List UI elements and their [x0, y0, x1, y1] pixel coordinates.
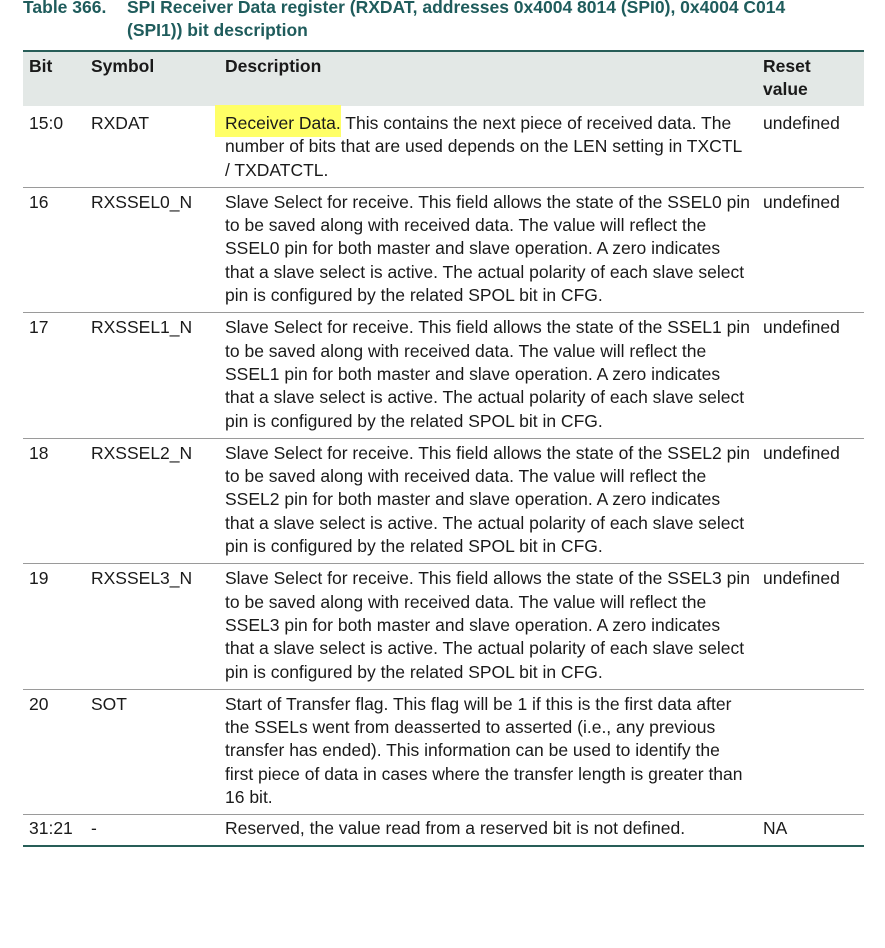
- cell-symbol: RXDAT: [91, 113, 150, 133]
- table-number: Table 366.: [23, 0, 107, 17]
- cell-bit: 19: [29, 568, 49, 589]
- table-title-line-1: SPI Receiver Data register (RXDAT, addresses 0x4004 8014 (SPI0), 0x4004 C014: [127, 0, 786, 17]
- cell-description: Start of Transfer flag. This flag will be 1 if this is the first data after the SSELs went from deasserted to asserted (i.e., any previous transfer has ended). This information can be used to identify the first piece of data in cases where the transfer length is greater than 16 bit.: [225, 693, 743, 808]
- caption-line-1: [23, 0, 873, 19]
- table-row: [23, 564, 864, 689]
- table-caption: [23, 0, 873, 42]
- table-title-line-2: (SPI1)) bit description: [127, 20, 308, 40]
- cell-symbol: RXSSEL2_N: [91, 442, 193, 463]
- header-bit: Bit: [29, 56, 53, 76]
- table-row: [23, 187, 864, 312]
- cell-bit: 16: [29, 191, 49, 212]
- cell-reset-value: [757, 689, 864, 814]
- cell-reset-value: undefined: [763, 442, 840, 463]
- cell-reset-value: NA: [763, 818, 788, 839]
- header-row: [23, 51, 864, 106]
- cell-bit: 18: [29, 442, 49, 463]
- highlighted-text: Receiver Data.: [215, 105, 341, 137]
- table-row: [23, 106, 864, 187]
- cell-reset-value: undefined: [763, 317, 840, 338]
- cell-reset-value: undefined: [763, 568, 840, 589]
- cell-symbol: SOT: [91, 693, 127, 714]
- cell-description: Reserved, the value read from a reserved bit is not defined.: [225, 818, 686, 839]
- cell-description: Slave Select for receive. This field allows the state of the SSEL2 pin to be saved along with received data. The value will reflect the SSEL2 pin for both master and slave operation. A zero indicates that a slave select is active. The actual polarity of each slave select pin is configured by the related SPOL bit in CFG.: [225, 442, 750, 557]
- table-body: [23, 106, 864, 846]
- cell-reset-value: undefined: [763, 113, 840, 133]
- cell-description: [219, 106, 757, 187]
- table-row: [23, 689, 864, 814]
- cell-symbol: RXSSEL3_N: [91, 568, 193, 589]
- cell-bit: 15:0: [29, 113, 64, 133]
- table-row: [23, 815, 864, 846]
- bit-description-table: [23, 50, 864, 847]
- table-header: [23, 51, 864, 106]
- table-row: [23, 438, 864, 563]
- header-description: Description: [225, 56, 322, 76]
- cell-symbol: RXSSEL0_N: [91, 191, 193, 212]
- header-symbol: Symbol: [91, 56, 155, 76]
- cell-reset-value: undefined: [763, 191, 840, 212]
- cell-bit: 31:21: [29, 818, 73, 839]
- table-row: [23, 313, 864, 438]
- header-reset-value: Reset value: [763, 56, 811, 99]
- description-text: This contains the next piece of received data. The number of bits that are used depends on the LEN setting in TXCTL / TXDATCTL.: [225, 113, 742, 180]
- cell-description: Slave Select for receive. This field allows the state of the SSEL3 pin to be saved along with received data. The value will reflect the SSEL3 pin for both master and slave operation. A zero indicates that a slave select is active. The actual polarity of each slave select pin is configured by the related SPOL bit in CFG.: [225, 568, 750, 682]
- cell-description: Slave Select for receive. This field allows the state of the SSEL0 pin to be saved along with received data. The value will reflect the SSEL0 pin for both master and slave operation. A zero indicates that a slave select is active. The actual polarity of each slave select pin is configured by the related SPOL bit in CFG.: [225, 191, 750, 306]
- cell-description: Slave Select for receive. This field allows the state of the SSEL1 pin to be saved along with received data. The value will reflect the SSEL1 pin for both master and slave operation. A zero indicates that a slave select is active. The actual polarity of each slave select pin is configured by the related SPOL bit in CFG.: [225, 317, 750, 431]
- cell-bit: 17: [29, 317, 49, 338]
- cell-bit: 20: [29, 693, 49, 714]
- cell-symbol: RXSSEL1_N: [91, 317, 193, 338]
- cell-symbol: -: [91, 818, 97, 839]
